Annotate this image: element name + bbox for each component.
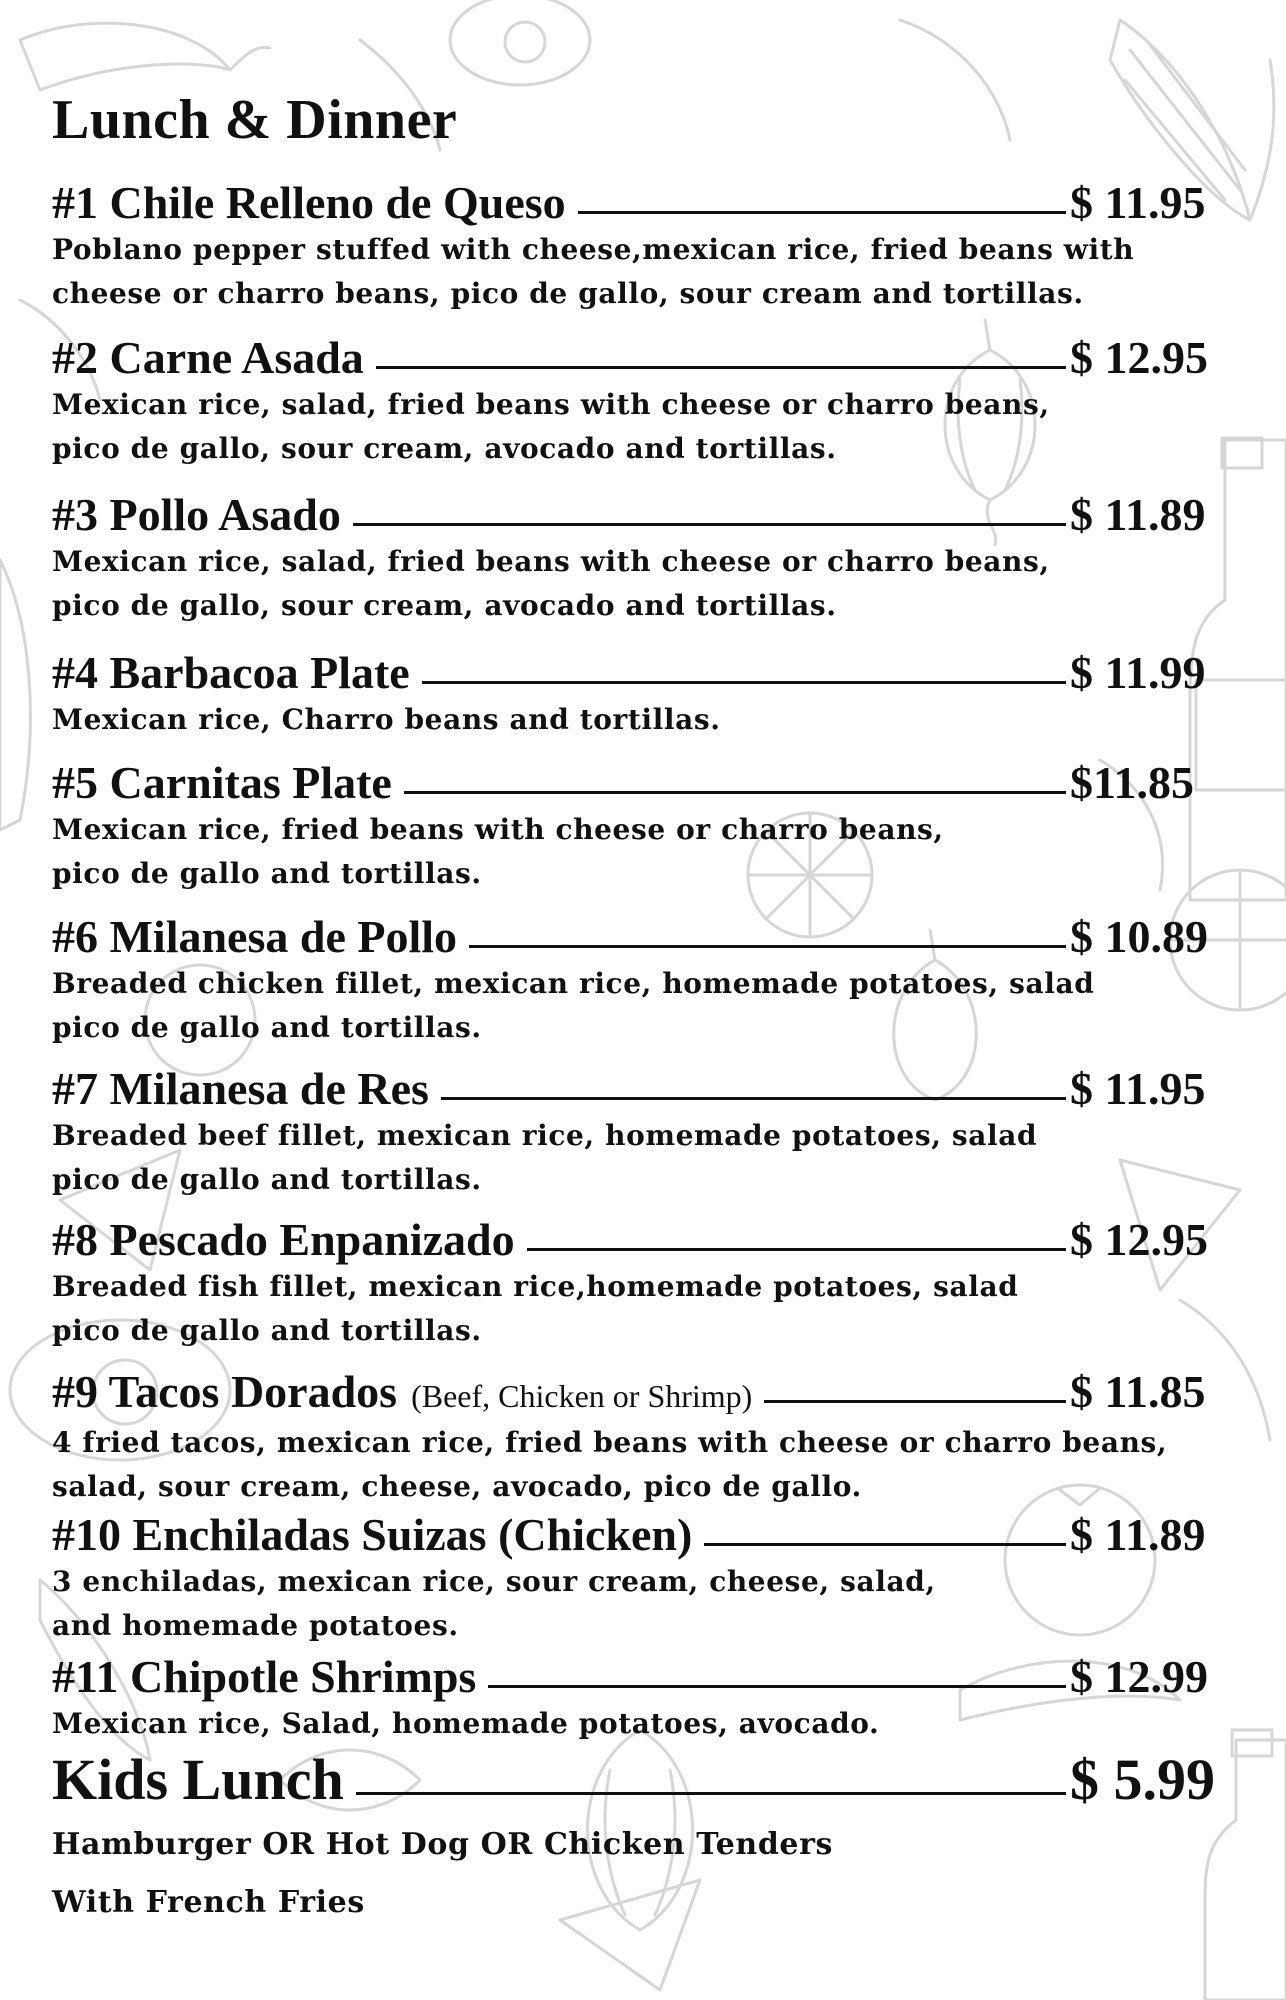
dotted-leader xyxy=(353,523,1066,526)
dotted-leader xyxy=(441,1097,1066,1100)
menu-item-name: #7 Milanesa de Res xyxy=(52,1063,429,1114)
menu-item xyxy=(52,1652,1242,1746)
dotted-leader xyxy=(578,211,1066,214)
menu-item-description: pico de gallo and tortillas. xyxy=(52,1314,482,1347)
kids-menu-item xyxy=(52,1748,1242,1928)
menu-item-description: 3 enchiladas, mexican rice, sour cream, cheese, salad, xyxy=(52,1565,936,1598)
menu-item xyxy=(52,333,1242,471)
menu-item-description: cheese or charro beans, pico de gallo, sour cream and tortillas. xyxy=(52,277,1084,310)
menu-item-price: $ 10.89 xyxy=(1070,911,1208,962)
menu-item xyxy=(52,1367,1242,1509)
menu-item-price: $ 12.95 xyxy=(1070,332,1208,383)
menu-item xyxy=(52,1510,1242,1648)
menu-item-description: Mexican rice, salad, fried beans with cheese or charro beans, xyxy=(52,388,1050,421)
menu-item-name: #6 Milanesa de Pollo xyxy=(52,911,458,962)
dotted-leader xyxy=(376,366,1066,369)
menu-item xyxy=(52,1215,1242,1353)
dotted-leader xyxy=(422,681,1066,684)
menu-item-description: pico de gallo and tortillas. xyxy=(52,1011,482,1044)
kids-menu-name: Kids Lunch xyxy=(52,1747,344,1812)
menu-item-price: $ 11.89 xyxy=(1070,1509,1206,1560)
dotted-leader xyxy=(704,1543,1066,1546)
menu-item xyxy=(52,648,1242,742)
menu-item-description: Mexican rice, salad, fried beans with cheese or charro beans, xyxy=(52,545,1050,578)
menu-item-description: Mexican rice, Charro beans and tortillas. xyxy=(52,703,721,736)
menu-item-name: #11 Chipotle Shrimps xyxy=(52,1651,477,1702)
menu-item xyxy=(52,1064,1242,1202)
menu-item xyxy=(52,758,1242,896)
menu-title: Lunch & Dinner xyxy=(52,89,458,151)
kids-menu-description: With French Fries xyxy=(52,1885,365,1920)
menu-item-description: pico de gallo and tortillas. xyxy=(52,857,482,890)
menu-item-name: #3 Pollo Asado xyxy=(52,489,341,540)
menu-item-name: #5 Carnitas Plate xyxy=(52,757,392,808)
menu-item-note: (Beef, Chicken or Shrimp) xyxy=(411,1378,753,1414)
menu-item-description: Mexican rice, fried beans with cheese or charro beans, xyxy=(52,813,944,846)
menu-item-name: #10 Enchiladas Suizas (Chicken) xyxy=(52,1509,693,1560)
menu-item xyxy=(52,912,1242,1050)
menu-item-name: #4 Barbacoa Plate xyxy=(52,647,410,698)
menu-item xyxy=(52,178,1242,316)
menu-item-price: $ 11.95 xyxy=(1070,1063,1206,1114)
menu-item-price: $ 11.89 xyxy=(1070,489,1206,540)
menu-item-name: #9 Tacos Dorados xyxy=(52,1366,398,1417)
menu-item xyxy=(52,490,1242,628)
menu-item-price: $11.85 xyxy=(1070,757,1194,808)
menu-item-name: #2 Carne Asada xyxy=(52,332,364,383)
dotted-leader xyxy=(764,1400,1066,1403)
menu-item-price: $ 12.95 xyxy=(1070,1214,1208,1265)
menu-item-description: and homemade potatoes. xyxy=(52,1609,459,1642)
menu-item-description: Poblano pepper stuffed with cheese,mexican rice, fried beans with xyxy=(52,233,1135,266)
menu-item-price: $ 11.95 xyxy=(1070,177,1206,228)
kids-menu-description: Hamburger OR Hot Dog OR Chicken Tenders xyxy=(52,1827,833,1862)
menu-item-description: salad, sour cream, cheese, avocado, pico de gallo. xyxy=(52,1470,862,1503)
menu-item-description: Breaded fish fillet, mexican rice,homemade potatoes, salad xyxy=(52,1270,1019,1303)
dotted-leader xyxy=(488,1685,1066,1688)
menu-item-description: Mexican rice, Salad, homemade potatoes, avocado. xyxy=(52,1707,880,1740)
menu-item-description: pico de gallo, sour cream, avocado and tortillas. xyxy=(52,432,837,465)
menu-item-description: Breaded chicken fillet, mexican rice, homemade potatoes, salad xyxy=(52,967,1095,1000)
menu-item-name: #8 Pescado Enpanizado xyxy=(52,1214,515,1265)
menu-item-name: #1 Chile Relleno de Queso xyxy=(52,177,566,228)
menu-item-description: pico de gallo and tortillas. xyxy=(52,1163,482,1196)
menu-item-price: $ 11.99 xyxy=(1070,647,1206,698)
menu-item-price: $ 12.99 xyxy=(1070,1651,1208,1702)
dotted-leader xyxy=(404,791,1066,794)
dotted-leader xyxy=(356,1792,1066,1795)
dotted-leader xyxy=(527,1248,1066,1251)
menu-item-price: $ 11.85 xyxy=(1070,1366,1206,1417)
menu-item-description: 4 fried tacos, mexican rice, fried beans with cheese or charro beans, xyxy=(52,1426,1168,1459)
kids-menu-price: $ 5.99 xyxy=(1070,1747,1215,1812)
dotted-leader xyxy=(469,945,1066,948)
menu-item-description: pico de gallo, sour cream, avocado and tortillas. xyxy=(52,589,837,622)
menu-item-description: Breaded beef fillet, mexican rice, homemade potatoes, salad xyxy=(52,1119,1038,1152)
